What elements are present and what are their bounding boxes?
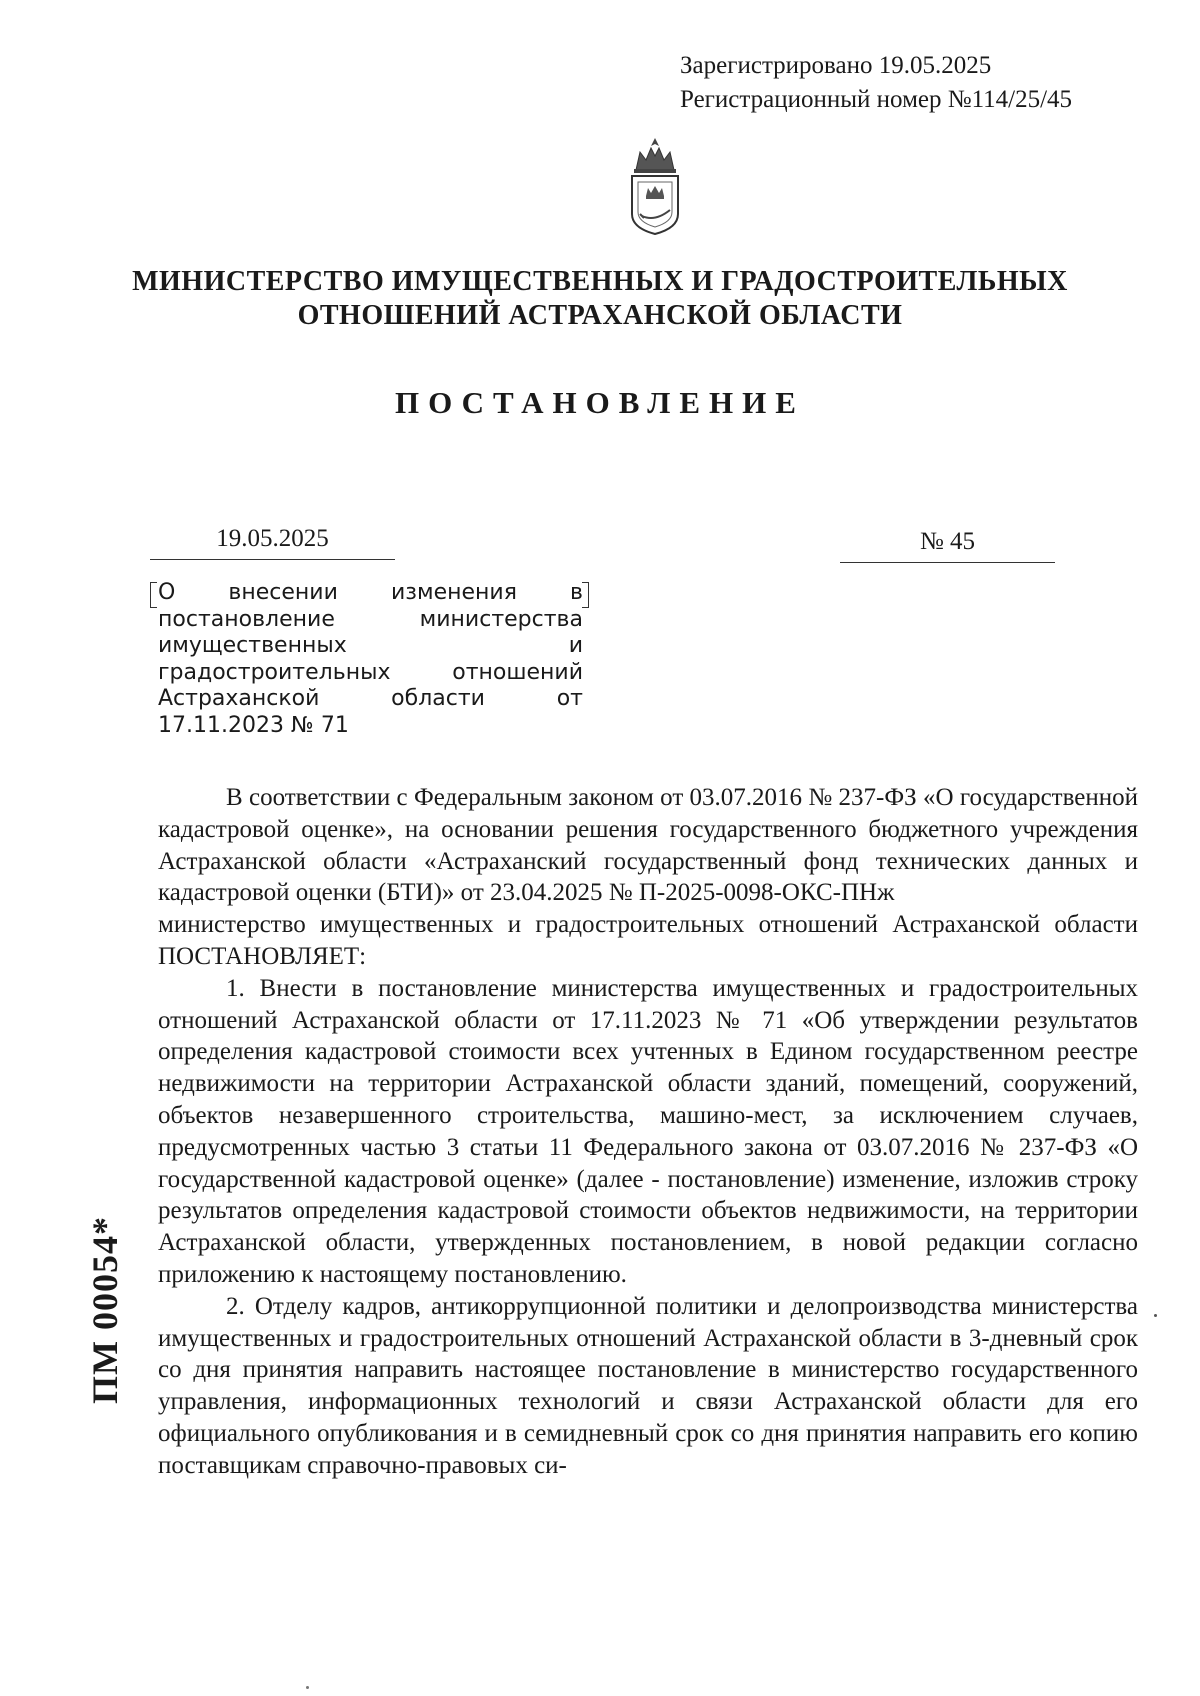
subject-left-bracket <box>150 582 157 608</box>
scan-speck <box>1154 1314 1157 1317</box>
body-paragraph-decree: министерство имущественных и градостроительных отношений Астраханской области ПОСТАНОВЛЯЕТ: <box>158 911 1138 970</box>
ministry-name-line-2: ОТНОШЕНИЙ АСТРАХАНСКОЙ ОБЛАСТИ <box>297 300 903 331</box>
subject-right-bracket <box>582 582 589 608</box>
registration-number: Регистрационный номер №114/25/45 <box>680 86 1073 113</box>
document-body <box>158 782 1138 1482</box>
body-paragraph-item-1: 1. Внести в постановление министерства имущественных и градостроительных отношений Астраханской области от 17.11.2023 № 71 «Об утверждении результатов определения кадастровой стоимости всех учтенных в Едином государственном реестре недвижимости на территории Астраханской области зданий, помещений, сооружений, объектов незавершенного строительства, машино-мест, за исключением случаев, предусмотренных частью 3 статьи 11 Федерального закона от 03.07.2016 № 237-ФЗ «О государственной кадастровой оценке» (далее - постановление) изменение, изложив строку результатов определения кадастровой стоимости объектов недвижимости, на территории Астраханской области, утвержденных постановлением, в новой редакции согласно приложению к настоящему постановлению. <box>158 974 1138 1288</box>
document-date: 19.05.2025 <box>150 525 395 560</box>
document-type-heading: ПОСТАНОВЛЕНИЕ <box>395 385 805 420</box>
ministry-name-line-1: МИНИСТЕРСТВО ИМУЩЕСТВЕННЫХ И ГРАДОСТРОИТЕЛЬНЫХ <box>132 266 1068 297</box>
registry-stamp <box>60 1160 150 1460</box>
registry-stamp-text: ПМ 00054* <box>85 1216 125 1404</box>
subject-text: О внесении изменения в постановление министерства имущественных и градостроительных отношений Астраханской области от 17.11.2023 № 71 <box>158 580 583 738</box>
document-subject <box>158 580 583 739</box>
scan-speck <box>306 1686 309 1689</box>
body-paragraph-item-2: 2. Отделу кадров, антикоррупционной политики и делопроизводства министерства имущественных и градостроительных отношений Астраханской области в 3-дневный срок со дня принятия направить настоящее постановление в министерство государственного управления, информационных технологий и связи Астраханской области для его официального опубликования и в семидневный срок со дня принятия направить его копию поставщикам справочно-правовых си- <box>158 1292 1138 1479</box>
registration-date: Зарегистрировано 19.05.2025 <box>680 52 992 79</box>
document-number: № 45 <box>840 528 1055 563</box>
coat-of-arms-icon <box>618 136 692 240</box>
body-paragraph-preamble: В соответствии с Федеральным законом от 03.07.2016 № 237-ФЗ «О государственной кадастровой оценке», на основании решения государственного бюджетного учреждения Астраханской области «Астраханский государственный фонд технических данных и кадастровой оценки (БТИ)» от 23.04.2025 № П-2025-0098-ОКС-ПНж <box>158 784 1138 907</box>
